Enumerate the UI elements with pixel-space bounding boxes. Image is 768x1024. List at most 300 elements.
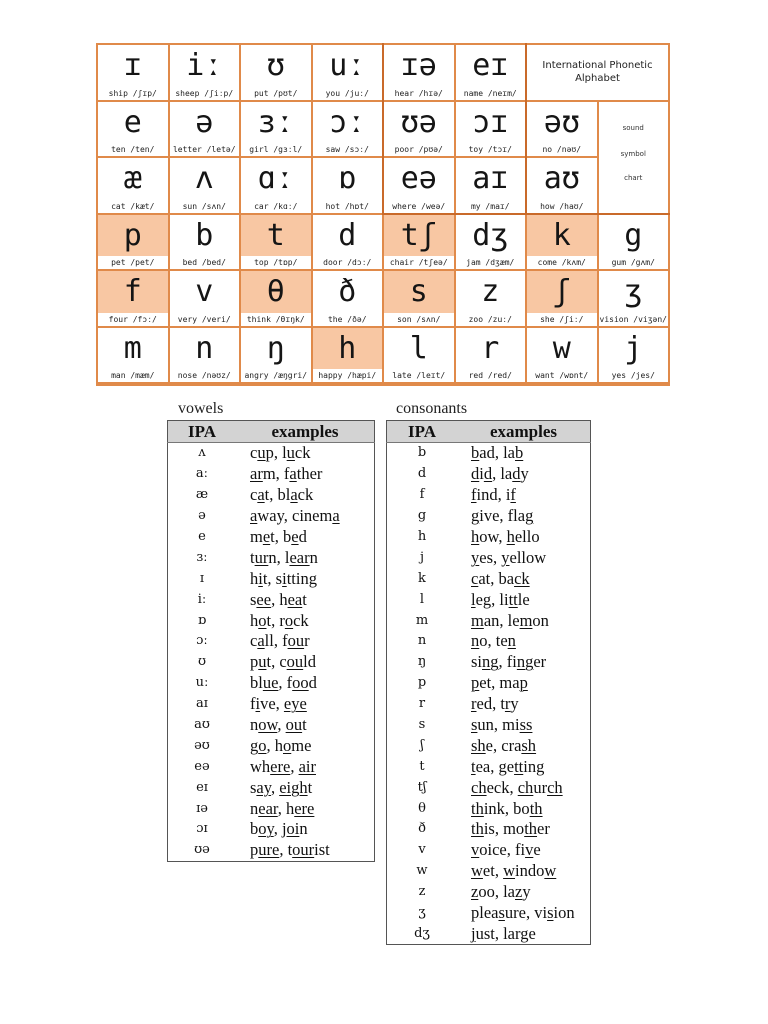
table-row	[387, 882, 591, 903]
example-text: y	[520, 464, 529, 484]
phoneme-symbol: ð	[338, 274, 357, 309]
phoneme-example: very /veri/	[170, 313, 240, 326]
phoneme-cell	[599, 215, 669, 270]
example-words	[236, 715, 375, 736]
highlighted-letters: u	[286, 443, 295, 463]
phoneme-cell	[456, 215, 526, 270]
table-row	[387, 527, 591, 548]
ipa-symbol: r	[418, 696, 426, 712]
example-text: t, bl	[264, 485, 291, 505]
side-label: symbol	[620, 149, 646, 158]
vowels-caption: vowels	[178, 400, 224, 417]
ipa-symbol: w	[416, 863, 428, 879]
phoneme-cell	[456, 328, 526, 383]
example-text: d	[308, 673, 317, 693]
phoneme-symbol: n	[195, 330, 214, 366]
example-text: ve,	[260, 694, 284, 714]
phoneme-example: she /ʃiː/	[527, 313, 597, 326]
phoneme-example: letter /letə/	[170, 143, 240, 156]
phoneme-cell	[241, 102, 311, 157]
phoneme-example: girl /gɜːl/	[241, 143, 311, 156]
phoneme-example: you /juː/	[313, 87, 383, 100]
phoneme-symbol: aɪ	[472, 161, 509, 196]
example-text: n	[309, 547, 318, 567]
phoneme-symbol: ɜː	[257, 104, 294, 140]
phoneme-example: think /θɪŋk/	[241, 313, 311, 326]
phoneme-example: my /maɪ/	[456, 200, 526, 213]
example-text: on	[532, 610, 549, 630]
example-text: es,	[479, 547, 502, 567]
phoneme-cell	[527, 158, 597, 213]
highlighted-letters: ch	[471, 777, 487, 797]
table-row	[168, 527, 375, 548]
highlighted-letters: a	[250, 506, 258, 526]
phoneme-symbol: d	[338, 217, 357, 253]
phoneme-symbol: p	[123, 217, 142, 253]
phoneme-example: gum /gʌm/	[599, 256, 669, 269]
example-text: t	[250, 547, 255, 567]
ipa-symbol: æ	[195, 487, 209, 503]
highlighted-letters: ou	[287, 631, 305, 651]
example-words	[236, 443, 375, 464]
example-text: an, le	[483, 610, 520, 630]
example-words	[457, 464, 591, 485]
example-text: c	[250, 485, 258, 505]
example-text: r	[304, 631, 310, 651]
highlighted-letters: ch	[547, 777, 563, 797]
phoneme-symbol: r	[481, 330, 500, 366]
phoneme-cell	[384, 158, 454, 213]
highlighted-letters: oo	[292, 673, 309, 693]
phoneme-cell	[98, 215, 168, 270]
ipa-symbol: d	[417, 466, 427, 482]
ipa-symbol: ɪə	[196, 800, 208, 816]
table-row	[387, 715, 591, 736]
example-words	[457, 756, 591, 777]
phoneme-cell	[170, 45, 240, 100]
example-words	[457, 715, 591, 736]
highlighted-letters: p	[471, 673, 480, 693]
phoneme-cell	[98, 328, 168, 383]
ipa-symbol: eɪ	[196, 779, 208, 795]
highlighted-letters: w	[503, 861, 516, 881]
example-text: ellow	[509, 547, 547, 567]
phoneme-symbol: h	[338, 330, 357, 366]
phoneme-example: hear /hɪə/	[384, 87, 454, 100]
example-text: et,	[482, 861, 504, 881]
example-words	[457, 631, 591, 652]
example-words	[457, 652, 591, 673]
example-words	[236, 694, 375, 715]
example-words	[457, 819, 591, 840]
phoneme-symbol: s	[409, 274, 428, 309]
example-words	[457, 923, 591, 944]
example-words	[236, 610, 375, 631]
phoneme-symbol: dʒ	[472, 217, 509, 253]
example-words	[457, 527, 591, 548]
table-row	[168, 485, 375, 506]
example-words	[457, 861, 591, 882]
ipa-symbol: ŋ	[417, 654, 427, 670]
highlighted-letters: oi	[286, 819, 300, 839]
example-text: h	[250, 568, 259, 588]
table-row	[168, 568, 375, 589]
example-text: ck	[294, 443, 311, 463]
example-words	[236, 652, 375, 673]
phoneme-symbol: ŋ	[266, 330, 285, 366]
highlighted-letters: sh	[471, 735, 486, 755]
examples-header: examples	[236, 421, 375, 443]
phoneme-example: no /nəʊ/	[527, 143, 597, 156]
highlighted-letters: ow	[258, 715, 278, 735]
table-row	[168, 756, 375, 777]
example-text: oo, la	[478, 882, 515, 902]
phoneme-symbol: l	[409, 330, 428, 366]
highlighted-letters: n	[471, 631, 480, 651]
phoneme-cell	[384, 45, 454, 100]
table-row	[168, 819, 375, 840]
chart-side-labels	[599, 102, 669, 213]
highlighted-letters: ss	[519, 715, 533, 735]
example-words	[457, 568, 591, 589]
table-row	[168, 840, 375, 861]
example-text: , t	[279, 840, 293, 860]
table-row	[387, 923, 591, 944]
example-text: t	[302, 715, 307, 735]
consonants-header-row	[387, 421, 591, 443]
table-row	[168, 694, 375, 715]
example-text: ld	[303, 652, 317, 672]
phoneme-cell	[241, 328, 311, 383]
phoneme-cell	[384, 271, 454, 326]
example-text: ck	[293, 610, 309, 630]
example-text: ure, vi	[504, 903, 548, 923]
table-row	[168, 673, 375, 694]
table-row	[168, 610, 375, 631]
example-text: d	[298, 527, 307, 546]
ipa-symbol: z	[418, 884, 426, 900]
ipa-symbol: g	[417, 508, 427, 524]
phoneme-cell	[313, 102, 383, 157]
phoneme-cell	[98, 45, 168, 100]
ipa-header: IPA	[168, 421, 237, 443]
phoneme-cell	[527, 271, 597, 326]
example-words	[457, 798, 591, 819]
phoneme-cell	[456, 45, 526, 100]
example-text: y	[522, 882, 531, 902]
example-words	[236, 819, 375, 840]
table-row	[387, 840, 591, 861]
example-text: e	[528, 923, 536, 943]
ipa-symbol: ʊ	[197, 654, 207, 670]
highlighted-letters: o	[258, 610, 267, 630]
example-text: ,	[277, 715, 286, 735]
example-text: ea, ge	[475, 756, 515, 776]
example-text: oice, fi	[479, 840, 526, 860]
ipa-symbol: θ	[418, 800, 426, 816]
ipa-symbol: h	[417, 529, 427, 544]
example-text: c	[250, 443, 258, 463]
ipa-symbol: j	[419, 549, 425, 565]
phoneme-cell	[527, 102, 597, 157]
example-text: ist	[314, 840, 330, 860]
ipa-symbol: tʃ	[417, 779, 427, 795]
highlighted-letters: ear	[289, 547, 310, 567]
phoneme-example: son /sʌn/	[384, 313, 454, 326]
phoneme-example: come /kʌm/	[527, 256, 597, 269]
example-words	[457, 589, 591, 610]
phoneme-symbol: ə	[195, 104, 214, 140]
ipa-symbol: ʌ	[198, 445, 206, 461]
phoneme-example: car /kɑː/	[241, 200, 311, 213]
ipa-symbol: aː	[195, 466, 209, 482]
phoneme-symbol: ʊə	[400, 104, 437, 140]
example-words	[457, 485, 591, 506]
example-text: p	[250, 840, 259, 860]
example-words	[236, 589, 375, 610]
example-text: g	[250, 735, 259, 755]
example-text: ing	[523, 756, 545, 776]
phoneme-cell	[456, 158, 526, 213]
highlighted-letters: oy	[258, 819, 274, 839]
phoneme-symbol: aʊ	[543, 161, 580, 196]
highlighted-letters: ay	[256, 777, 271, 797]
phoneme-symbol: j	[624, 330, 643, 366]
example-text: s	[250, 589, 257, 609]
highlighted-letters: h	[506, 527, 515, 546]
phoneme-cell	[241, 45, 311, 100]
table-row	[387, 861, 591, 882]
ipa-symbol: p	[417, 675, 427, 691]
example-text: ad, la	[479, 443, 515, 463]
ipa-symbol: ɒ	[197, 612, 207, 628]
phoneme-symbol: ʌ	[195, 161, 214, 196]
example-text: plea	[471, 903, 499, 923]
example-text: , j	[273, 819, 287, 839]
phoneme-example: top /tɒp/	[241, 256, 311, 269]
example-text: indo	[515, 861, 545, 881]
table-row	[168, 589, 375, 610]
phoneme-symbol: tʃ	[400, 217, 437, 253]
table-row	[168, 547, 375, 568]
phoneme-cell	[313, 158, 383, 213]
phoneme-symbol: θ	[266, 274, 285, 309]
highlighted-letters: d	[471, 464, 480, 484]
ipa-symbol: ʊə	[194, 842, 210, 858]
phoneme-example: poor /pʊə/	[384, 143, 454, 156]
highlighted-letters: ue	[262, 673, 279, 693]
phoneme-cell	[170, 328, 240, 383]
phoneme-symbol: ɔɪ	[472, 104, 509, 140]
example-text: c	[250, 631, 258, 651]
example-words	[457, 882, 591, 903]
consonants-table	[386, 420, 591, 945]
highlighted-letters: o	[258, 735, 267, 755]
phoneme-example: late /leɪt/	[384, 369, 454, 382]
phoneme-symbol: v	[195, 274, 214, 309]
phoneme-symbol: ɔː	[329, 104, 366, 140]
example-text: er	[537, 819, 550, 839]
phoneme-example: saw /sɔː/	[313, 143, 383, 156]
highlighted-letters: y	[471, 547, 480, 567]
example-words	[236, 547, 375, 568]
highlighted-letters: w	[544, 861, 557, 881]
phoneme-cell	[456, 271, 526, 326]
example-text: t, r	[266, 610, 285, 630]
table-row	[387, 506, 591, 527]
phoneme-symbol: w	[552, 330, 571, 366]
highlighted-letters: s	[547, 903, 554, 923]
example-text: eck,	[486, 777, 518, 797]
phoneme-example: happy /hæpi/	[313, 369, 383, 382]
example-text: un, mi	[477, 715, 520, 735]
example-text: f	[250, 694, 256, 714]
table-row	[387, 735, 591, 756]
example-text: , la	[492, 464, 513, 484]
example-words	[457, 547, 591, 568]
example-words	[457, 694, 591, 715]
highlighted-letters: v	[525, 840, 534, 860]
highlighted-letters: ea	[287, 589, 303, 609]
highlighted-letters: tt	[514, 756, 524, 776]
ipa-symbol: e	[198, 529, 206, 544]
highlighted-letters: r	[471, 694, 477, 714]
ipa-symbol: l	[419, 591, 425, 607]
example-words	[236, 631, 375, 652]
example-text: ello	[514, 527, 540, 546]
example-words	[236, 527, 375, 548]
highlighted-letters: y	[501, 547, 510, 567]
table-row	[387, 673, 591, 694]
ipa-symbol: v	[418, 842, 426, 858]
highlighted-letters: w	[471, 861, 483, 881]
highlighted-letters: eigh	[279, 777, 308, 797]
phoneme-example: sun /sʌn/	[170, 200, 240, 213]
phoneme-cell	[241, 158, 311, 213]
phoneme-example: door /dɔː/	[313, 256, 383, 269]
example-words	[236, 568, 375, 589]
example-words	[236, 840, 375, 861]
phoneme-symbol: m	[123, 330, 142, 366]
ipa-symbol: s	[418, 717, 426, 733]
example-text: ur	[533, 777, 548, 797]
highlighted-letters: h	[471, 527, 480, 546]
phoneme-cell	[384, 102, 454, 157]
chart-divider	[525, 43, 527, 215]
phoneme-cell	[98, 158, 168, 213]
phoneme-example: zoo /zuː/	[456, 313, 526, 326]
highlighted-letters: g	[471, 506, 480, 526]
table-row	[387, 464, 591, 485]
phoneme-symbol: g	[624, 217, 643, 253]
table-row	[387, 694, 591, 715]
phoneme-symbol: iː	[186, 48, 223, 83]
example-text: ust, lar	[475, 923, 521, 943]
phoneme-cell	[599, 328, 669, 383]
table-row	[168, 464, 375, 485]
phoneme-example: sheep /ʃiːp/	[170, 87, 240, 100]
phoneme-cell	[527, 328, 597, 383]
side-label: chart	[624, 173, 643, 182]
example-words	[236, 777, 375, 798]
table-row	[387, 631, 591, 652]
phoneme-symbol: ɑː	[257, 161, 294, 196]
example-text: ,	[270, 777, 280, 797]
example-text: i	[479, 464, 484, 484]
phoneme-cell	[313, 271, 383, 326]
example-text: er	[533, 652, 547, 672]
highlighted-letters: d	[512, 464, 521, 484]
ipa-symbol: iː	[197, 591, 207, 607]
example-text: t, b	[270, 527, 292, 546]
highlighted-letters: ure	[258, 840, 280, 860]
phoneme-example: name /neɪm/	[456, 87, 526, 100]
highlighted-letters: f	[471, 485, 477, 505]
example-words	[457, 840, 591, 861]
phoneme-symbol: uː	[329, 48, 366, 83]
example-text: ck	[297, 485, 314, 505]
highlighted-letters: m	[519, 610, 533, 630]
example-words	[457, 610, 591, 631]
table-row	[387, 568, 591, 589]
highlighted-letters: m	[471, 610, 484, 630]
example-text: ed, t	[476, 694, 505, 714]
example-words	[236, 798, 375, 819]
example-words	[236, 756, 375, 777]
highlighted-letters: z	[515, 882, 523, 902]
ipa-symbol: ə	[198, 508, 206, 524]
phoneme-example: ten /ten/	[98, 143, 168, 156]
table-row	[168, 735, 375, 756]
highlighted-letters: ere	[294, 798, 315, 818]
phoneme-example: pet /pet/	[98, 256, 168, 269]
highlighted-letters: s	[471, 715, 478, 735]
example-words	[457, 735, 591, 756]
side-label: sound	[622, 123, 644, 132]
example-words	[457, 903, 591, 924]
phoneme-example: red /red/	[456, 369, 526, 382]
phonetic-chart	[96, 43, 670, 386]
example-text: ther	[296, 464, 323, 484]
example-text: ind, i	[476, 485, 511, 505]
phoneme-example: vision /viʒən/	[599, 314, 667, 324]
highlighted-letters: a	[290, 485, 298, 505]
phoneme-example: cat /kæt/	[98, 200, 168, 213]
highlighted-letters: o	[283, 735, 292, 755]
examples-header: examples	[457, 421, 591, 443]
phoneme-symbol: t	[266, 217, 285, 253]
highlighted-letters: c	[471, 568, 479, 588]
phoneme-example: man /mæm/	[98, 369, 168, 382]
ipa-symbol: b	[417, 445, 427, 461]
example-text: t, c	[266, 652, 287, 672]
phoneme-symbol: e	[123, 104, 142, 140]
vowels-table	[167, 420, 375, 862]
phoneme-example: chair /tʃeə/	[384, 256, 454, 269]
highlighted-letters: ear	[258, 798, 278, 818]
table-row	[168, 777, 375, 798]
phoneme-example: jam /dʒæm/	[456, 256, 526, 269]
chart-title: International Phonetic Alphabet	[527, 45, 668, 100]
example-text: ion	[553, 903, 575, 923]
example-text: ink, bo	[483, 798, 530, 818]
highlighted-letters: sh	[521, 735, 537, 755]
example-text: e, cra	[485, 735, 522, 755]
example-words	[457, 506, 591, 527]
example-text: , h	[266, 735, 283, 755]
phoneme-symbol: eə	[400, 161, 437, 196]
example-words	[236, 464, 375, 485]
